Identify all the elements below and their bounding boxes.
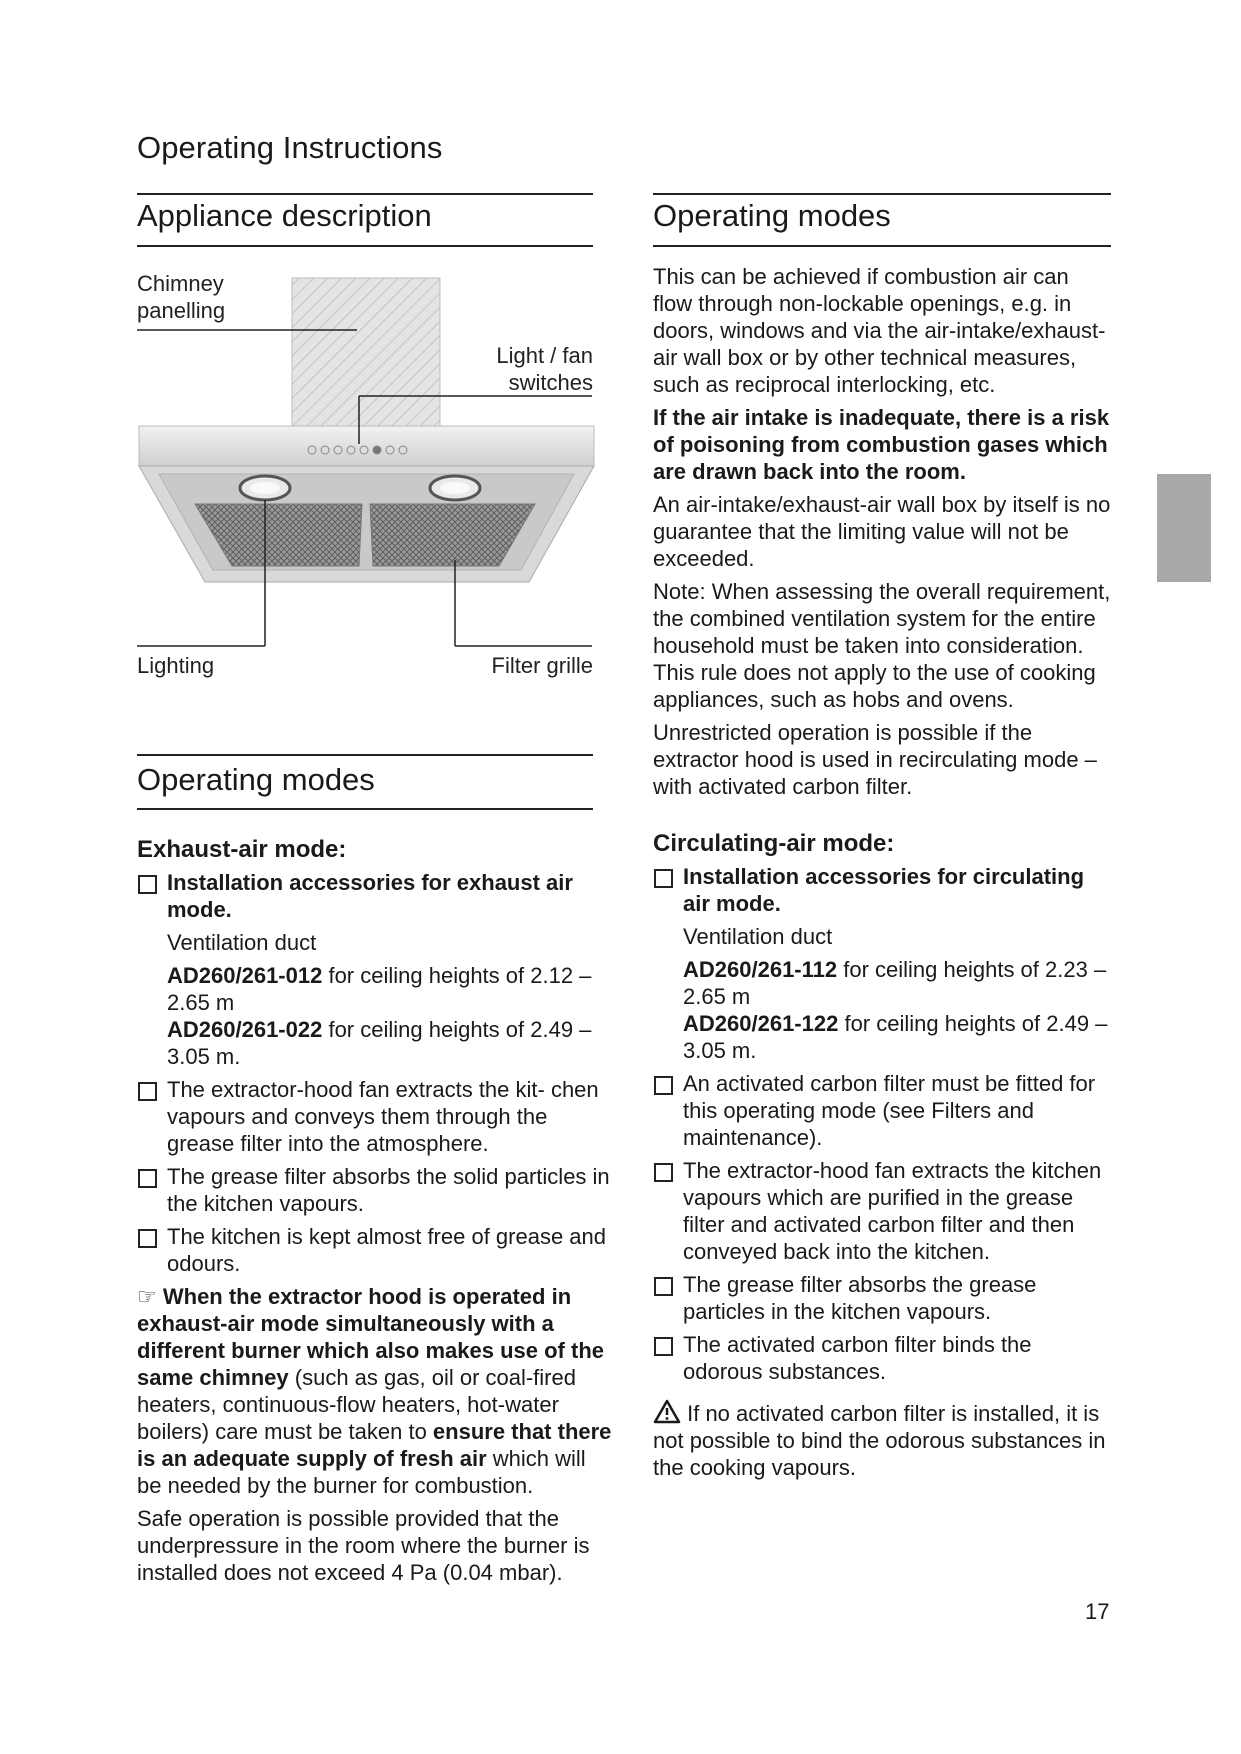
paragraph: An air-intake/exhaust-air wall box by itself is no guarantee that the limiting value will not be exceeded. bbox=[653, 492, 1111, 571]
label-switches-line1: Light / fan bbox=[496, 343, 593, 368]
ventilation-duct-label: Ventilation duct bbox=[683, 924, 833, 949]
duct-spec-text: for ceiling heights of 2.49 – 3.05 m. bbox=[167, 1017, 592, 1069]
checkbox-bullet-icon bbox=[654, 869, 673, 888]
warning-triangle-icon bbox=[653, 1399, 681, 1424]
bullet-item bbox=[653, 1157, 1113, 1265]
bullet-text: The kitchen is kept almost free of grease and odours. bbox=[167, 1224, 607, 1276]
bullet-item bbox=[653, 863, 1113, 917]
duct-spec-text: for ceiling heights of 2.23 – 2.65 m bbox=[683, 957, 1107, 1009]
section-rule bbox=[137, 754, 593, 756]
section-title-operating-modes-right: Operating modes bbox=[653, 198, 891, 233]
bullet-item bbox=[137, 1076, 613, 1157]
duct-spec-text: for ceiling heights of 2.12 – 2.65 m bbox=[167, 963, 592, 1015]
page-header-title: Operating Instructions bbox=[137, 130, 443, 165]
bullet-text: The extractor-hood fan extracts the kitchen vapours which are purified in the grease filter and activated carbon filter and then conveyed back into the kitchen. bbox=[683, 1158, 1102, 1264]
bullet-text: Installation accessories for exhaust air mode. bbox=[167, 870, 573, 922]
section-title-appliance-description: Appliance description bbox=[137, 198, 432, 233]
section-rule bbox=[137, 245, 593, 247]
label-chimney-line1: Chimney bbox=[137, 271, 224, 296]
bullet-item bbox=[653, 1271, 1113, 1325]
duct-spec-2 bbox=[653, 1010, 1113, 1064]
bullet-text: The extractor-hood fan extracts the kit- chen vapours and conveys them through the grease filter into the atmosphere. bbox=[167, 1077, 599, 1156]
checkbox-bullet-icon bbox=[654, 1163, 673, 1182]
bullet-item bbox=[653, 1331, 1113, 1385]
part-number: AD260/261-112 bbox=[683, 957, 838, 982]
section-rule bbox=[137, 193, 593, 195]
section-rule bbox=[653, 193, 1111, 195]
page-number: 17 bbox=[1085, 1599, 1110, 1624]
duct-spec-1 bbox=[653, 956, 1113, 1010]
checkbox-bullet-icon bbox=[654, 1337, 673, 1356]
paragraph: Unrestricted operation is possible if the extractor hood is used in recirculating mode – with activated carbon filter. bbox=[653, 720, 1097, 799]
part-number: AD260/261-122 bbox=[683, 1011, 839, 1036]
paragraph: This can be achieved if combustion air can flow through non-lockable openings, e.g. in doors, windows and via the air-intake/exhaust-air wall box or by other technical measures, such as reciprocal interlocking, etc. bbox=[653, 264, 1106, 397]
bullet-text: An activated carbon filter must be fitted for this operating mode (see Filters and maintenance). bbox=[683, 1071, 1096, 1150]
checkbox-bullet-icon bbox=[654, 1076, 673, 1095]
checkbox-bullet-icon bbox=[138, 1229, 157, 1248]
warning-bold-text: When the extractor hood is operated in exhaust-air mode simultaneously with a different burner which also makes use of the same chimney bbox=[137, 1284, 604, 1390]
safe-operation-text: Safe operation is possible provided that the underpressure in the room where the burner is installed does not exceed 4 Pa (0.04 mbar). bbox=[137, 1506, 590, 1585]
duct-spec-text: for ceiling heights of 2.49 – 3.05 m. bbox=[683, 1011, 1108, 1063]
exhaust-warning bbox=[137, 1283, 613, 1499]
warning-text: (such as gas, oil or coal-fired heaters, continuous-flow heaters, hot-water boilers) care must be taken to bbox=[137, 1365, 576, 1444]
bullet-item bbox=[137, 1163, 613, 1217]
duct-spec-1 bbox=[137, 962, 613, 1016]
pointing-hand-icon: ☞ bbox=[137, 1284, 157, 1309]
bullet-item bbox=[137, 1223, 613, 1277]
section-rule bbox=[137, 808, 593, 810]
checkbox-bullet-icon bbox=[654, 1277, 673, 1296]
duct-spec-2 bbox=[137, 1016, 613, 1070]
left-column-body bbox=[137, 836, 613, 1592]
circulating-air-heading: Circulating-air mode: bbox=[653, 830, 895, 857]
appliance-diagram bbox=[137, 270, 597, 690]
checkbox-bullet-icon bbox=[138, 875, 157, 894]
checkbox-bullet-icon bbox=[138, 1082, 157, 1101]
label-filter-grille: Filter grille bbox=[491, 653, 593, 678]
section-title-operating-modes: Operating modes bbox=[137, 762, 375, 797]
section-rule bbox=[653, 245, 1111, 247]
label-chimney-line2: panelling bbox=[137, 298, 226, 323]
caution-text: If no activated carbon filter is installed, it is not possible to bind the odorous substances in the cooking vapours. bbox=[653, 1401, 1106, 1480]
hood-illustration bbox=[137, 270, 597, 690]
warning-bold-text: ensure that there is an adequate supply of fresh air bbox=[137, 1419, 612, 1471]
label-switches-line2: switches bbox=[508, 370, 593, 395]
bullet-text: The grease filter absorbs the grease particles in the kitchen vapours. bbox=[683, 1272, 1037, 1324]
bullet-text: The grease filter absorbs the solid particles in the kitchen vapours. bbox=[167, 1164, 610, 1216]
exhaust-air-heading: Exhaust-air mode: bbox=[137, 836, 347, 863]
part-number: AD260/261-012 bbox=[167, 963, 323, 988]
paragraph-bold-warning: If the air intake is inadequate, there is a risk of poisoning from combustion gases which are drawn back into the room. bbox=[653, 405, 1110, 484]
part-number: AD260/261-022 bbox=[167, 1017, 323, 1042]
bullet-item bbox=[653, 1070, 1113, 1151]
caution-note bbox=[653, 1399, 1113, 1481]
bullet-item bbox=[137, 869, 613, 923]
right-column-body bbox=[653, 263, 1113, 1487]
paragraph: Note: When assessing the overall requirement, the combined ventilation system for the entire household must be taken into consideration. This rule does not apply to the use of cooking appliances, such as hobs and ovens. bbox=[653, 579, 1111, 712]
bullet-text: Installation accessories for circulating air mode. bbox=[683, 864, 1085, 916]
bullet-text: The activated carbon filter binds the odorous substances. bbox=[683, 1332, 1032, 1384]
checkbox-bullet-icon bbox=[138, 1169, 157, 1188]
warning-text: which will be needed by the burner for combustion. bbox=[137, 1446, 586, 1498]
label-lighting: Lighting bbox=[137, 653, 215, 678]
ventilation-duct-label: Ventilation duct bbox=[167, 930, 317, 955]
chapter-tab-marker bbox=[1157, 474, 1211, 582]
